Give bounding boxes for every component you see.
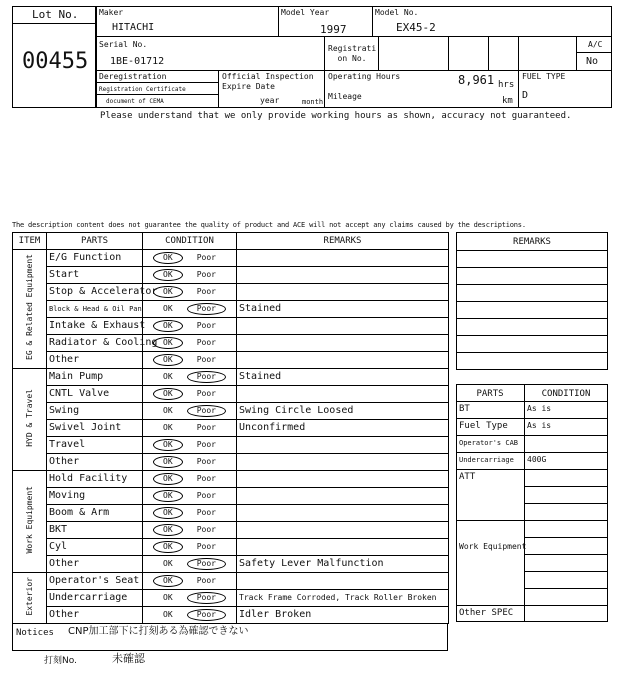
item-group-label: EG & Related Equipment — [24, 254, 34, 360]
condition-cell — [143, 301, 237, 318]
operating-hours-value: 8,961 — [458, 73, 495, 87]
model-no-value: EX45-2 — [396, 21, 436, 34]
poor-option: Poor — [196, 389, 216, 398]
mileage-label: Mileage — [328, 92, 362, 101]
part-name: Travel — [47, 437, 143, 454]
spec-condition: 400G — [527, 455, 547, 464]
spec-part: Operator's CAB — [459, 439, 519, 447]
ok-option: OK — [163, 423, 173, 432]
part-name: Other — [47, 352, 143, 369]
poor-option: Poor — [196, 440, 216, 449]
remarks-row — [457, 353, 608, 370]
att-label: ATT — [459, 472, 476, 482]
condition-cell — [143, 335, 237, 352]
remarks-cell — [457, 268, 608, 285]
lot-no-label: Lot No. — [32, 8, 79, 21]
remark-cell: Idler Broken — [237, 607, 449, 624]
right-remarks-header: REMARKS — [457, 233, 608, 251]
table-row — [13, 522, 449, 539]
hours-accuracy-notice: Please understand that we only provide working hours as shown, accuracy not guaranteed. — [100, 111, 572, 121]
condition-cell — [143, 522, 237, 539]
registration-no-label: Registrati on No. — [328, 44, 377, 63]
remarks-row — [457, 336, 608, 353]
part-name: Boom & Arm — [47, 505, 143, 522]
condition-cell — [143, 352, 237, 369]
table-row — [13, 352, 449, 369]
ok-option: OK — [153, 320, 183, 332]
poor-option: Poor — [196, 525, 216, 534]
model-year-value: 1997 — [320, 23, 347, 36]
right-remarks-table — [456, 232, 608, 370]
ok-option: OK — [153, 439, 183, 451]
ok-option: OK — [153, 507, 183, 519]
poor-option: Poor — [196, 355, 216, 364]
ok-option: OK — [153, 388, 183, 400]
table-row — [13, 573, 449, 590]
item-group-label: HYD & Travel — [24, 388, 34, 447]
notices-text: CNP加工部下に打刻ある為確認できない — [68, 626, 249, 637]
condition-cell — [143, 386, 237, 403]
notices-label: Notices — [16, 628, 54, 638]
spec-part: BT — [459, 404, 470, 414]
remark-cell — [237, 471, 449, 488]
poor-option: Poor — [196, 491, 216, 500]
remarks-cell — [457, 302, 608, 319]
condition-cell — [143, 556, 237, 573]
remarks-cell — [457, 285, 608, 302]
table-row — [13, 284, 449, 301]
ok-option: OK — [153, 524, 183, 536]
part-name: Start — [47, 267, 143, 284]
ok-option: OK — [153, 456, 183, 468]
disclaimer: The description content does not guarantee the quality of product and ACE will not accept any claims caused by the descriptions. — [12, 221, 526, 229]
remark-cell — [237, 488, 449, 505]
ok-option: OK — [153, 541, 183, 553]
poor-option: Poor — [196, 287, 216, 296]
table-row — [13, 505, 449, 522]
remark-cell — [237, 267, 449, 284]
part-name: Swivel Joint — [47, 420, 143, 437]
spec-parts-header: PARTS — [476, 389, 504, 399]
poor-option: Poor — [196, 576, 216, 585]
condition-cell — [143, 267, 237, 284]
remark-cell — [237, 573, 449, 590]
table-row — [13, 403, 449, 420]
item-group-label: Exterior — [24, 576, 34, 616]
part-name: Main Pump — [47, 369, 143, 386]
remark-cell — [237, 250, 449, 267]
part-name: Stop & Accelerator — [47, 284, 143, 301]
poor-option: Poor — [187, 558, 226, 570]
poor-option: Poor — [196, 542, 216, 551]
spec-condition: As is — [527, 421, 552, 430]
part-name: Other — [47, 607, 143, 624]
cema-document-label: document of CEMA — [106, 98, 164, 105]
condition-table — [12, 232, 449, 624]
table-row — [13, 369, 449, 386]
ok-option: OK — [163, 559, 173, 568]
ok-option: OK — [153, 252, 183, 264]
remarks-cell — [457, 251, 608, 268]
ok-option: OK — [153, 337, 183, 349]
serial-no-label: Serial No. — [99, 40, 148, 49]
ok-option: OK — [153, 354, 183, 366]
part-name: Moving — [47, 488, 143, 505]
table-row — [13, 488, 449, 505]
poor-option: Poor — [196, 270, 216, 279]
table-row — [13, 301, 449, 318]
remark-cell: Track Frame Corroded, Track Roller Broken — [237, 590, 449, 607]
item-group-cell — [13, 250, 47, 369]
table-row — [13, 471, 449, 488]
deregistration-label: Deregistration — [99, 72, 167, 81]
ok-option: OK — [153, 575, 183, 587]
condition-header: CONDITION — [143, 233, 237, 250]
table-row — [13, 454, 449, 471]
poor-option: Poor — [196, 508, 216, 517]
remarks-row — [457, 251, 608, 268]
table-row — [13, 335, 449, 352]
part-name: CNTL Valve — [47, 386, 143, 403]
condition-cell — [143, 488, 237, 505]
fuel-type-label: FUEL TYPE — [522, 72, 566, 81]
month-label: month — [302, 98, 324, 106]
year-label: year — [260, 96, 280, 105]
item-group-cell — [13, 471, 47, 573]
other-spec-label: Other SPEC — [459, 608, 514, 618]
poor-option: Poor — [196, 321, 216, 330]
spec-condition: As is — [527, 404, 552, 413]
remarks-header: REMARKS — [237, 233, 449, 250]
poor-option: Poor — [187, 303, 226, 315]
part-name: BKT — [47, 522, 143, 539]
ok-option: OK — [163, 304, 173, 313]
condition-cell — [143, 454, 237, 471]
remarks-cell — [457, 319, 608, 336]
table-row — [13, 590, 449, 607]
poor-option: Poor — [187, 609, 226, 621]
remark-cell — [237, 284, 449, 301]
remark-cell — [237, 318, 449, 335]
poor-option: Poor — [187, 405, 226, 417]
table-row — [13, 318, 449, 335]
spec-part: Undercarriage — [459, 456, 514, 464]
spec-condition-header: CONDITION — [541, 389, 591, 399]
poor-option: Poor — [196, 338, 216, 347]
remarks-row — [457, 302, 608, 319]
lot-no-value: 00455 — [22, 49, 89, 74]
condition-cell — [143, 607, 237, 624]
item-group-cell — [13, 573, 47, 624]
model-no-label: Model No. — [375, 8, 419, 17]
remark-cell — [237, 454, 449, 471]
poor-option: Poor — [187, 592, 226, 604]
table-row — [13, 539, 449, 556]
table-row — [13, 556, 449, 573]
part-name: Undercarriage — [47, 590, 143, 607]
ok-option: OK — [163, 372, 173, 381]
item-header: ITEM — [13, 233, 47, 250]
remark-cell: Stained — [237, 369, 449, 386]
parts-header: PARTS — [47, 233, 143, 250]
condition-cell — [143, 250, 237, 267]
part-name: E/G Function — [47, 250, 143, 267]
remarks-row — [457, 319, 608, 336]
table-row — [13, 607, 449, 624]
condition-cell — [143, 369, 237, 386]
table-row — [13, 250, 449, 267]
part-name: Cyl — [47, 539, 143, 556]
ok-option: OK — [163, 610, 173, 619]
table-row — [13, 267, 449, 284]
condition-cell — [143, 403, 237, 420]
condition-cell — [143, 437, 237, 454]
ok-option: OK — [153, 473, 183, 485]
part-name: Radiator & Cooling — [47, 335, 143, 352]
condition-cell — [143, 318, 237, 335]
registration-certificate-label: Registration Certificate — [99, 86, 186, 93]
spec-part: Fuel Type — [459, 421, 508, 431]
hrs-label: hrs — [498, 80, 515, 90]
ok-option: OK — [153, 286, 183, 298]
table-row — [13, 420, 449, 437]
condition-cell — [143, 590, 237, 607]
remark-cell: Swing Circle Loosed — [237, 403, 449, 420]
condition-cell — [143, 505, 237, 522]
remark-cell — [237, 386, 449, 403]
maker-label: Maker — [99, 8, 124, 17]
remark-cell — [237, 352, 449, 369]
part-name: Hold Facility — [47, 471, 143, 488]
ac-value: No — [586, 56, 599, 67]
work-equipment-label: Work Equipment — [459, 542, 527, 551]
part-name: Swing — [47, 403, 143, 420]
remark-cell — [237, 437, 449, 454]
table-row — [13, 437, 449, 454]
remark-cell: Safety Lever Malfunction — [237, 556, 449, 573]
remarks-row — [457, 285, 608, 302]
ok-option: OK — [153, 490, 183, 502]
ok-option: OK — [163, 593, 173, 602]
serial-no-value: 1BE-01712 — [110, 56, 165, 67]
remark-cell: Unconfirmed — [237, 420, 449, 437]
remarks-cell — [457, 336, 608, 353]
condition-cell — [143, 420, 237, 437]
remarks-cell — [457, 353, 608, 370]
condition-cell — [143, 573, 237, 590]
item-group-cell — [13, 369, 47, 471]
ok-option: OK — [153, 269, 183, 281]
fuel-type-value: D — [522, 90, 529, 101]
model-year-label: Model Year — [281, 8, 330, 17]
part-name: Intake & Exhaust — [47, 318, 143, 335]
poor-option: Poor — [187, 371, 226, 383]
poor-option: Poor — [196, 457, 216, 466]
part-name: Other — [47, 556, 143, 573]
poor-option: Poor — [196, 253, 216, 262]
stamp-label: 打刻No. — [44, 656, 77, 666]
stamp-value: 未確認 — [112, 652, 145, 665]
part-name: Block & Head & Oil Pan — [47, 301, 143, 318]
remarks-row — [457, 268, 608, 285]
remark-cell — [237, 335, 449, 352]
part-name: Operator's Seat — [47, 573, 143, 590]
operating-hours-label: Operating Hours — [328, 72, 401, 81]
part-name: Other — [47, 454, 143, 471]
maker-value: HITACHI — [112, 22, 155, 33]
remark-cell — [237, 505, 449, 522]
condition-cell — [143, 284, 237, 301]
remark-cell — [237, 522, 449, 539]
ok-option: OK — [163, 406, 173, 415]
item-group-label: Work Equipment — [24, 485, 34, 554]
remark-cell — [237, 539, 449, 556]
poor-option: Poor — [196, 474, 216, 483]
poor-option: Poor — [196, 423, 216, 432]
condition-cell — [143, 539, 237, 556]
remark-cell: Stained — [237, 301, 449, 318]
condition-cell — [143, 471, 237, 488]
table-row — [13, 386, 449, 403]
inspection-expire-label: Official Inspection Expire Date — [222, 72, 314, 91]
ac-label: A/C — [588, 40, 603, 49]
km-label: km — [502, 96, 513, 106]
